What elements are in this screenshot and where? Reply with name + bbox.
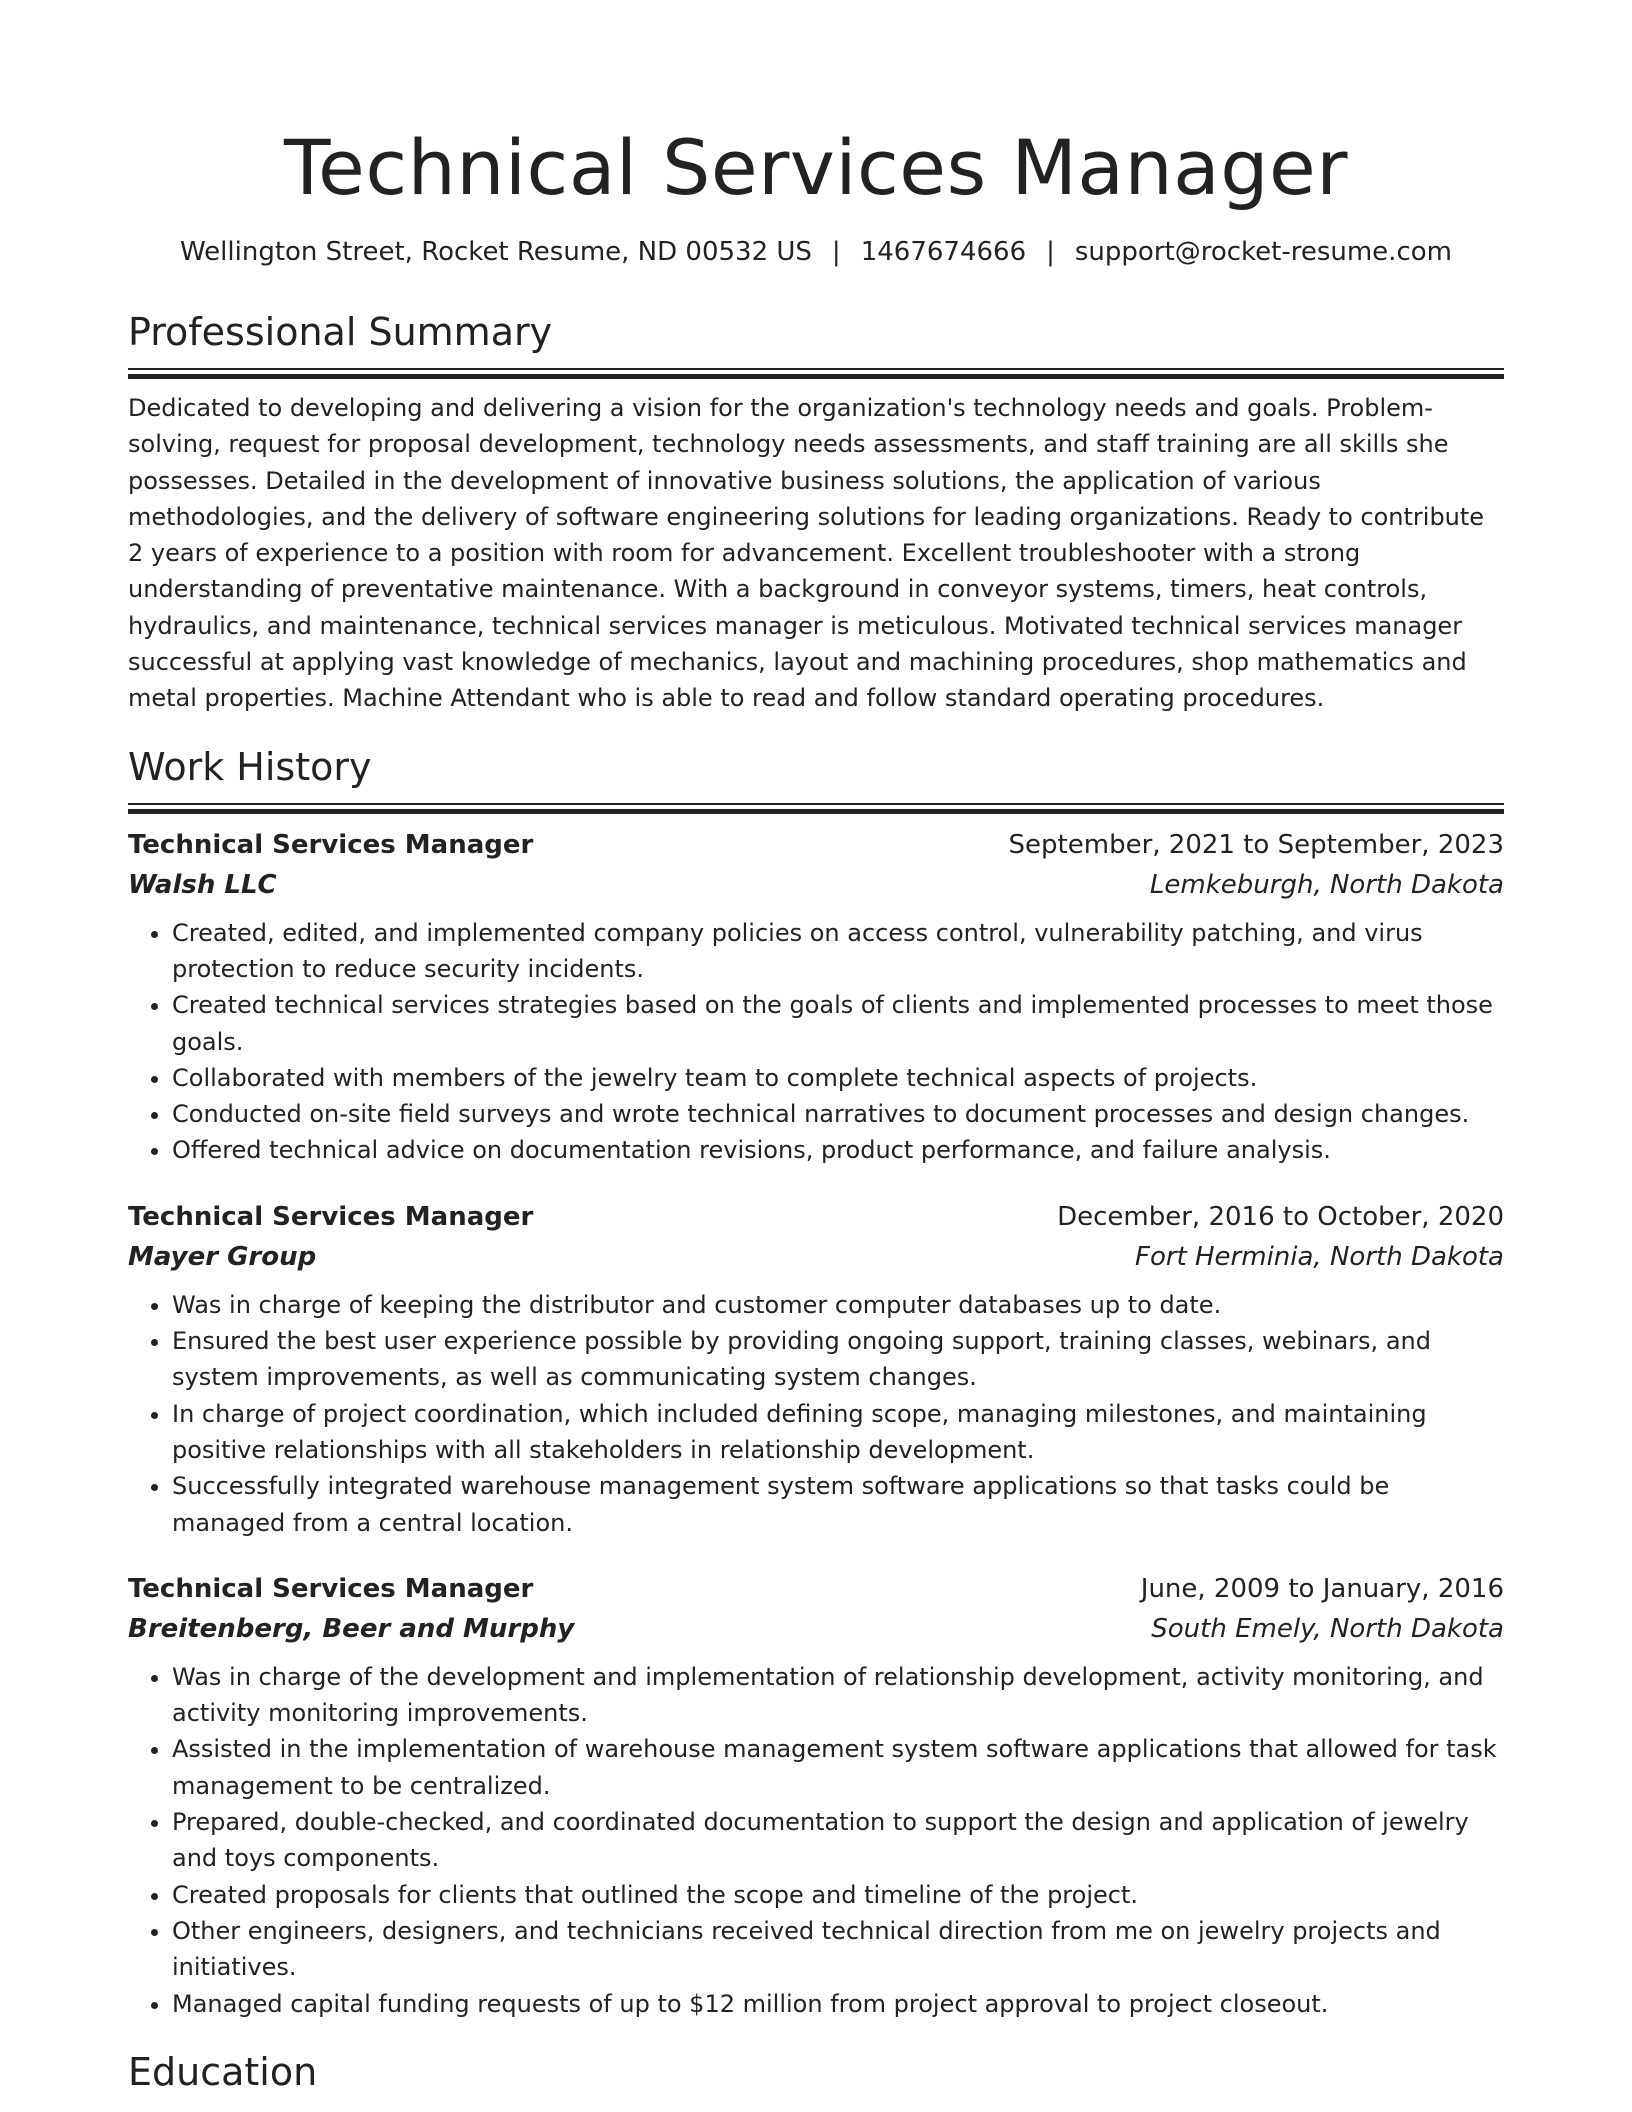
bullet-item: • Managed capital funding requests of up to $12 million from project approval to project closeout. bbox=[172, 1986, 1504, 2022]
bullet-item: • Created proposals for clients that outlined the scope and timeline of the project. bbox=[172, 1877, 1504, 1913]
job-entry bbox=[128, 1197, 1504, 1541]
job-header bbox=[128, 1197, 1504, 1237]
section-divider bbox=[128, 368, 1504, 378]
job-location: South Emely, North Dakota bbox=[1151, 1613, 1504, 1644]
job-subheader bbox=[128, 1609, 1504, 1649]
job-header bbox=[128, 825, 1504, 865]
job-entry bbox=[128, 825, 1504, 1169]
resume-title: Technical Services Manager bbox=[284, 123, 1348, 212]
job-dates: September, 2021 to September, 2023 bbox=[1008, 829, 1504, 860]
job-company: Breitenberg, Beer and Murphy bbox=[128, 1613, 575, 1644]
summary-section bbox=[128, 308, 1504, 717]
job-bullets bbox=[128, 1287, 1504, 1541]
work-history-heading: Work History bbox=[128, 744, 372, 789]
job-dates: June, 2009 to January, 2016 bbox=[1140, 1573, 1504, 1604]
address: Wellington Street, Rocket Resume, ND 00532 US bbox=[180, 237, 812, 267]
summary-heading: Professional Summary bbox=[128, 310, 553, 354]
bullet-item: • Successfully integrated warehouse management system software applications so that tasks could be managed from a central location. bbox=[172, 1468, 1504, 1541]
job-company: Mayer Group bbox=[128, 1241, 317, 1272]
education-heading: Education bbox=[128, 2049, 318, 2094]
phone: 1467674666 bbox=[860, 237, 1027, 267]
education-section bbox=[128, 2048, 1504, 2096]
job-title: Technical Services Manager bbox=[128, 1573, 534, 1604]
job-title: Technical Services Manager bbox=[128, 829, 534, 860]
bullet-item: • Created, edited, and implemented company policies on access control, vulnerability patching, and virus protection to reduce security incidents. bbox=[172, 915, 1504, 988]
email: support@rocket-resume.com bbox=[1074, 237, 1452, 267]
bullet-item: • Conducted on-site field surveys and wrote technical narratives to document processes and design changes. bbox=[172, 1096, 1504, 1132]
job-bullets bbox=[128, 1659, 1504, 2022]
work-history-section bbox=[128, 743, 1504, 2022]
separator: | bbox=[1046, 237, 1055, 267]
resume-page bbox=[128, 0, 1504, 2096]
job-subheader bbox=[128, 865, 1504, 905]
job-location: Fort Herminia, North Dakota bbox=[1135, 1241, 1504, 1272]
job-header bbox=[128, 1569, 1504, 1609]
bullet-item: • Created technical services strategies based on the goals of clients and implemented processes to meet those goals. bbox=[172, 987, 1504, 1060]
bullet-item: • Was in charge of keeping the distributor and customer computer databases up to date. bbox=[172, 1287, 1504, 1323]
bullet-item: • Collaborated with members of the jewelry team to complete technical aspects of projects. bbox=[172, 1060, 1504, 1096]
section-divider bbox=[128, 803, 1504, 813]
job-subheader bbox=[128, 1237, 1504, 1277]
contact-line bbox=[128, 234, 1504, 270]
job-bullets bbox=[128, 915, 1504, 1169]
bullet-item: • Ensured the best user experience possible by providing ongoing support, training classes, webinars, and system improvements, as well as communicating system changes. bbox=[172, 1323, 1504, 1396]
job-location: Lemkeburgh, North Dakota bbox=[1149, 869, 1504, 900]
summary-text: Dedicated to developing and delivering a vision for the organization's technology needs and goals. Problem-solving, request for proposal development, technology needs assessments, and staff training are all skills she possesses. Detailed in the development of innovative business solutions, the application of various methodologies, and the delivery of software engineering solutions for leading organizations. Ready to contribute 2 years of experience to a position with room for advancement. Excellent troubleshooter with a strong understanding of preventative maintenance. With a background in conveyor systems, timers, heat controls, hydraulics, and maintenance, technical services manager is meticulous. Motivated technical services manager successful at applying vast knowledge of mechanics, layout and machining procedures, shop mathematics and metal properties. Machine Attendant who is able to read and follow standard operating procedures. bbox=[128, 394, 1485, 713]
separator: | bbox=[831, 237, 841, 267]
bullet-item: • Assisted in the implementation of warehouse management system software applications that allowed for task management to be centralized. bbox=[172, 1731, 1504, 1804]
bullet-item: • Offered technical advice on documentation revisions, product performance, and failure analysis. bbox=[172, 1132, 1504, 1168]
job-company: Walsh LLC bbox=[128, 869, 277, 900]
job-title: Technical Services Manager bbox=[128, 1201, 534, 1232]
bullet-item: • Was in charge of the development and implementation of relationship development, activity monitoring, and activity monitoring improvements. bbox=[172, 1659, 1504, 1732]
bullet-item: • In charge of project coordination, which included defining scope, managing milestones, and maintaining positive relationships with all stakeholders in relationship development. bbox=[172, 1396, 1504, 1469]
bullet-item: • Prepared, double-checked, and coordinated documentation to support the design and application of jewelry and toys components. bbox=[172, 1804, 1504, 1877]
bullet-item: • Other engineers, designers, and technicians received technical direction from me on jewelry projects and initiatives. bbox=[172, 1913, 1504, 1986]
job-dates: December, 2016 to October, 2020 bbox=[1057, 1201, 1504, 1232]
job-entry bbox=[128, 1569, 1504, 2022]
